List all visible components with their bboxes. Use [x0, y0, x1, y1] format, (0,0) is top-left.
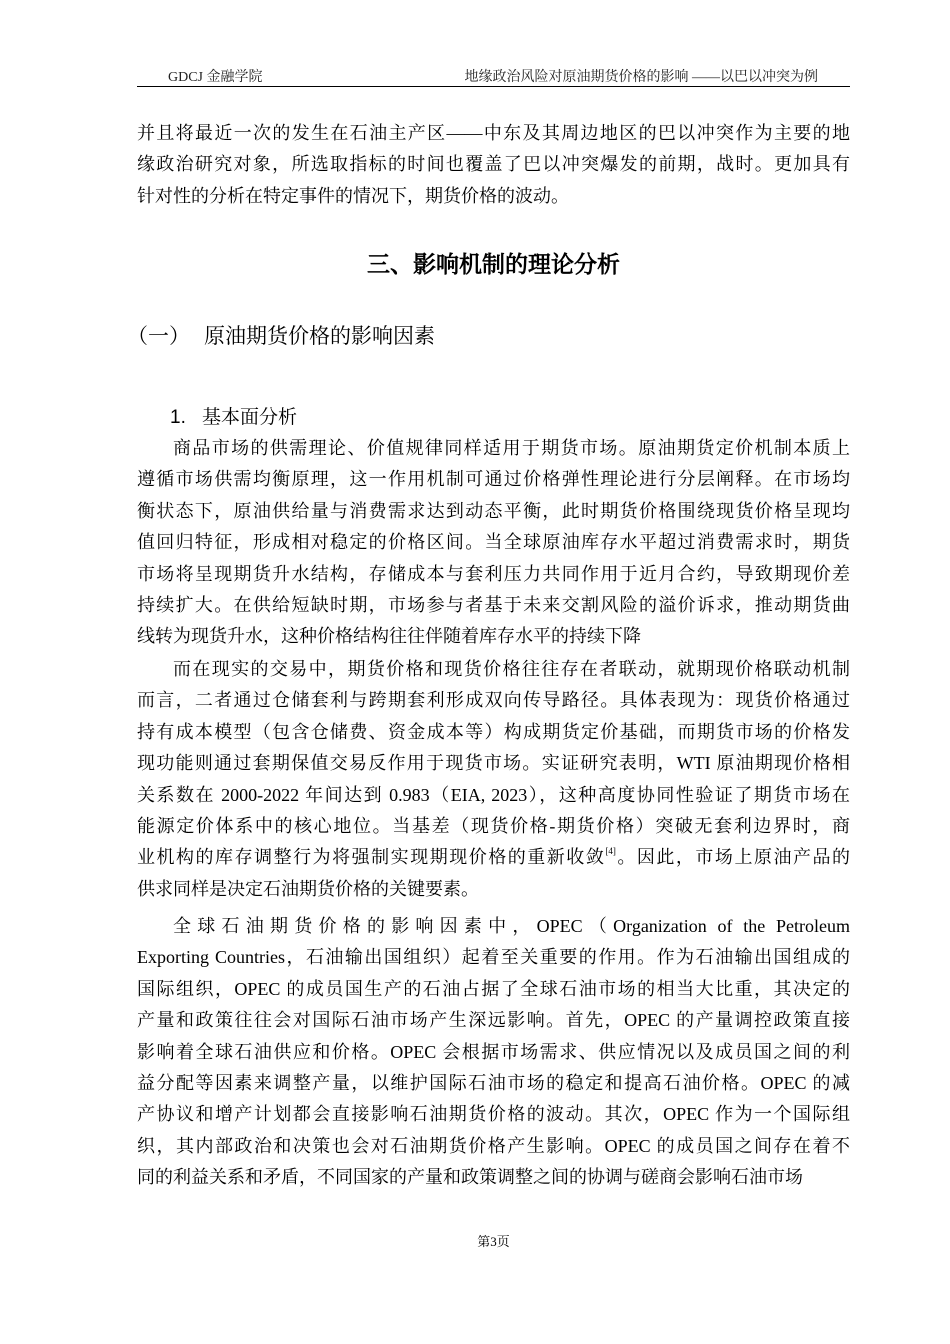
page-number: 第3页 — [477, 1234, 510, 1249]
paragraph-line: 并且将最近一次的发生在石油主产区——中东及其周边地区的巴以冲突作为主要的地 — [137, 123, 850, 143]
paragraph-line: 商品市场的供需理论、价值规律同样适用于期货市场。原油期货定价机制本质上 — [173, 438, 850, 458]
paragraph-line: 同的利益关系和矛盾，不同国家的产量和政策调整之间的协调与磋商会影响石油市场 — [137, 1167, 803, 1188]
paragraph-line: 全球石油期货价格的影响因素中，OPEC（Organization of the Petroleum — [173, 916, 850, 936]
paragraph-line: 持有成本模型（包含仓储费、资金成本等）构成期货定价基础，而期货市场的价格发 — [137, 721, 850, 742]
paragraph-line: 能源定价体系中的核心地位。当基差（现货价格-期货价格）突破无套利边界时，商 — [137, 816, 850, 836]
paragraph-line: 织，其内部政治和决策也会对石油期货价格产生影响。OPEC 的成员国之间存在着不 — [137, 1135, 850, 1156]
paragraph-line: 关系数在 2000-2022 年间达到 0.983（EIA, 2023），这种高度协同性验证了期货市场在 — [137, 784, 850, 805]
paragraph-line: Exporting Countries，石油输出国组织）起着至关重要的作用。作为石油输出国组成的 — [137, 947, 850, 968]
paragraph-line: 产协议和增产计划都会直接影响石油期货价格的波动。其次，OPEC 作为一个国际组 — [137, 1104, 850, 1125]
paragraph-line: 持续扩大。在供给短缺时期，市场参与者基于未来交割风险的溢价诉求，推动期货曲 — [137, 595, 850, 615]
paragraph-line: 而言，二者通过仓储套利与跨期套利形成双向传导路径。具体表现为：现货价格通过 — [137, 690, 850, 711]
paragraph-line: 遵循市场供需均衡原理，这一作用机制可通过价格弹性理论进行分层阐释。在市场均 — [137, 469, 850, 490]
paragraph-line: 产量和政策往往会对国际石油市场产生深远影响。首先，OPEC 的产量调控政策直接 — [137, 1010, 850, 1031]
subsection-title: 原油期货价格的影响因素 — [204, 325, 435, 348]
paragraph-line: 影响着全球石油供应和价格。OPEC 会根据市场需求、供应情况以及成员国之间的利 — [137, 1041, 850, 1062]
paragraph-line: 衡状态下，原油供给量与消费需求达到动态平衡，此时期货价格围绕现货价格呈现均 — [137, 500, 850, 521]
header-school: GDCJ 金融学院 — [168, 70, 263, 85]
paragraph-line: 现功能则通过套期保值交易反作用于现货市场。实证研究表明，WTI 原油期现价格相 — [137, 753, 850, 774]
paragraph-line: 业机构的库存调整行为将强制实现期现价格的重新收敛[4]。因此，市场上原油产品的 — [137, 846, 851, 868]
paragraph-line: 值回归特征，形成相对稳定的价格区间。当全球原油库存水平超过消费需求时，期货 — [137, 532, 850, 553]
paragraph-line: 线转为现货升水，这种价格结构往往伴随着库存水平的持续下降 — [137, 626, 641, 647]
subsection-heading — [127, 320, 435, 350]
paragraph-line: 市场将呈现期货升水结构，存储成本与套利压力共同作用于近月合约，导致期现价差 — [137, 563, 850, 584]
header-title: 地缘政治风险对原油期货价格的影响 ——以巴以冲突为例 — [464, 70, 818, 85]
header-divider — [137, 86, 850, 87]
paragraph-line: 针对性的分析在特定事件的情况下，期货价格的波动。 — [137, 185, 569, 206]
paragraph-line: 益分配等因素来调整产量，以维护国际石油市场的稳定和提高石油价格。OPEC 的减 — [137, 1073, 850, 1093]
section-title: 三、影响机制的理论分析 — [367, 251, 620, 277]
paragraph-line: 国际组织，OPEC 的成员国生产的石油占据了全球石油市场的相当大比重，其决定的 — [137, 978, 850, 999]
paragraph-line: 而在现实的交易中，期货价格和现货价格往往存在者联动，就期现价格联动机制 — [173, 659, 850, 679]
item-title: 基本面分析 — [202, 407, 298, 428]
paragraph-line: 缘政治研究对象，所选取指标的时间也覆盖了巴以冲突爆发的前期，战时。更加具有 — [137, 154, 850, 175]
citation-ref: [4] — [605, 846, 616, 857]
item-heading — [170, 402, 297, 429]
item-number: 1. — [170, 407, 186, 428]
subsection-number: （一） — [127, 325, 190, 348]
paragraph-line: 供求同样是决定石油期货价格的关键要素。 — [137, 878, 479, 899]
